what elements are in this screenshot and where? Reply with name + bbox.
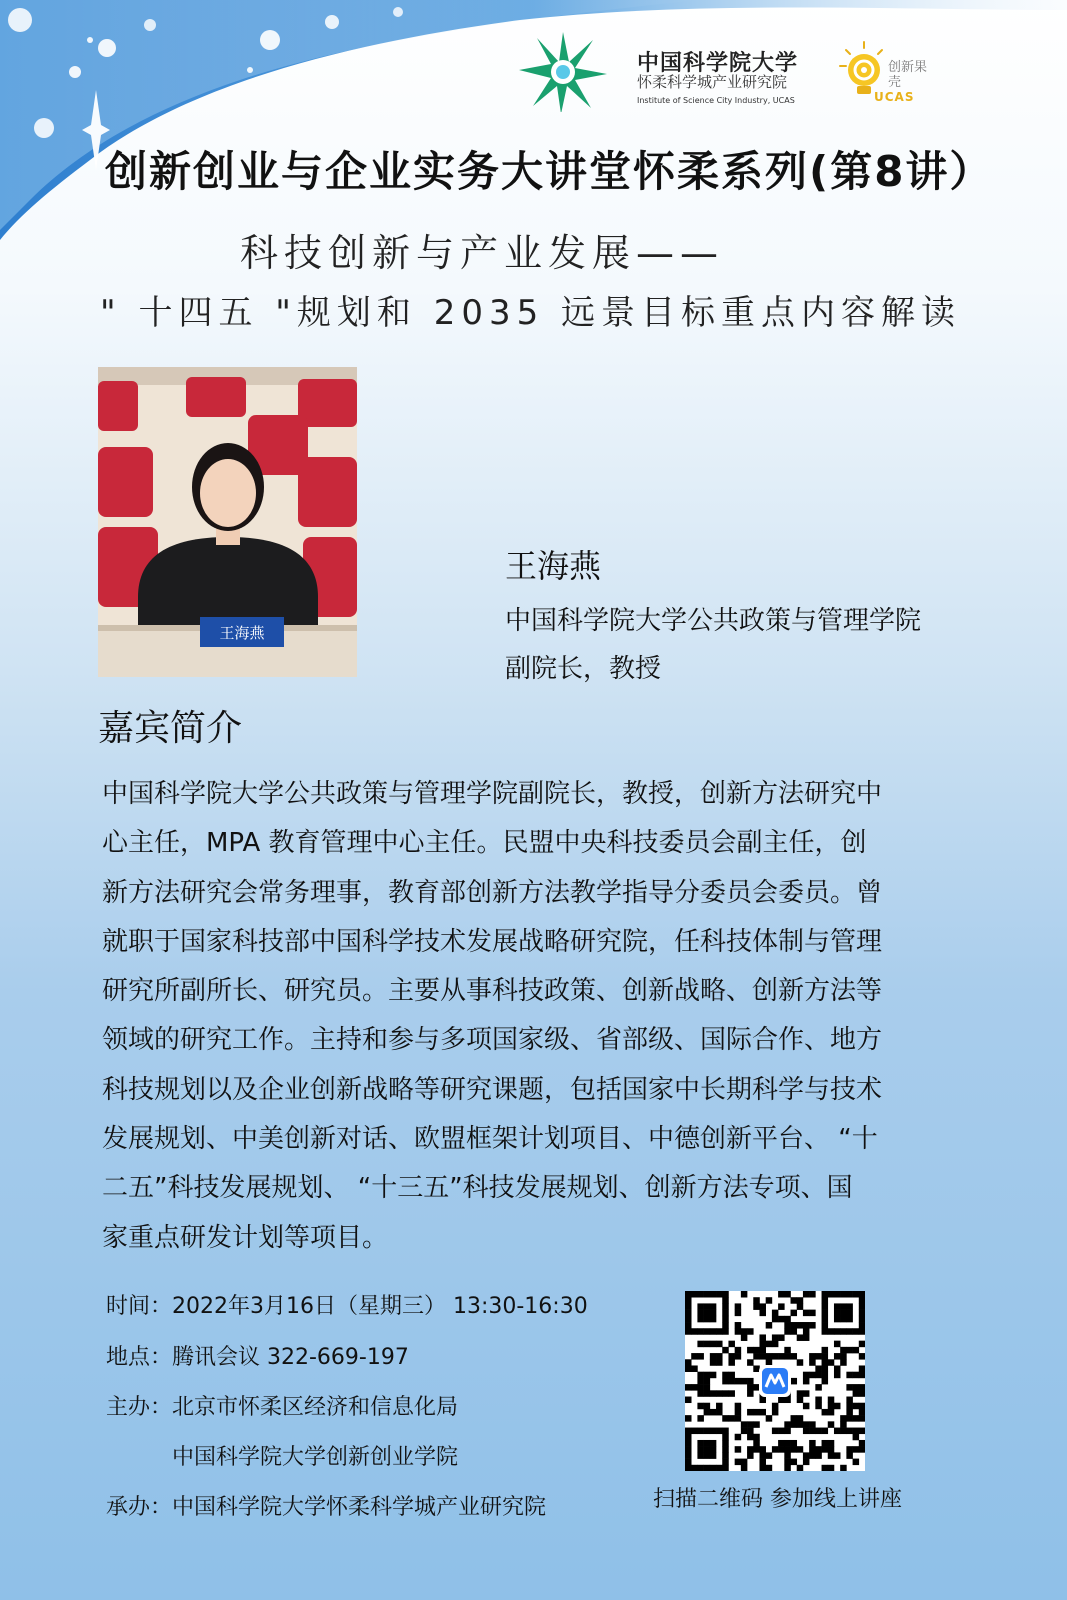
bio-line: 家重点研发计划等项目。 [102,1222,389,1253]
speaker-photo [98,367,357,677]
subtitle-line-1: 科技创新与产业发展—— [240,231,725,275]
partner-logo [838,38,948,108]
bio-line: 二五”科技发展规划、 “十三五”科技发展规划、创新方法专项、国 [102,1173,853,1204]
ucas-logo [515,28,815,112]
bio-line: 就职于国家科技部中国科学技术发展战略研究院，任科技体制与管理 [102,926,883,957]
bio-heading: 嘉宾简介 [98,708,243,749]
speaker-affiliation: 中国科学院大学公共政策与管理学院 [505,606,922,636]
partner-name: 创新果壳 [888,60,928,90]
nameplate-text: 王海燕 [219,624,265,642]
ucas-institute-name: 怀柔科学城产业研究院 [637,73,788,91]
ucas-english-name: Institute of Science City Industry, UCAS [637,96,795,105]
subtitle-line-2: " 十四五 "规划和 2035 远景目标重点内容解读 [100,293,962,333]
qr-code[interactable] [685,1291,865,1471]
ucas-name: 中国科学院大学 [637,51,799,76]
speaker-name: 王海燕 [505,547,602,585]
bio-line: 新方法研究会常务理事，教育部创新方法教学指导分委员会委员。曾 [102,877,883,908]
partner-abbr: UCAS [874,90,915,104]
bio-line: 发展规划、中美创新对话、欧盟框架计划项目、中德创新平台、 “十 [102,1124,878,1155]
ucas-star-icon [515,28,611,112]
bio-line: 科技规划以及企业创新战略等研究课题，包括国家中长期科学与技术 [102,1074,883,1105]
event-organizer: 承办：中国科学院大学怀柔科学城产业研究院 [106,1495,547,1520]
bio-line: 领域的研究工作。主持和参与多项国家级、省部级、国际合作、地方 [102,1025,883,1056]
event-place: 地点：腾讯会议 322-669-197 [106,1345,409,1370]
bio-line: 中国科学院大学公共政策与管理学院副院长，教授，创新方法研究中 [102,779,883,809]
bio-text [102,770,982,1263]
qr-caption: 扫描二维码 参加线上讲座 [653,1487,902,1512]
event-cohost: 中国科学院大学创新创业学院 [172,1445,459,1470]
bio-line: 研究所副所长、研究员。主要从事科技政策、创新战略、创新方法等 [102,976,883,1007]
event-host: 主办：北京市怀柔区经济和信息化局 [106,1395,459,1420]
page-title: 创新创业与企业实务大讲堂怀柔系列(第8讲） [105,147,994,196]
speaker-position: 副院长，教授 [505,654,662,684]
event-time: 时间：2022年3月16日（星期三） 13:30-16:30 [106,1294,588,1319]
bio-line: 心主任，MPA 教育管理中心主任。民盟中央科技委员会副主任，创 [102,828,867,859]
